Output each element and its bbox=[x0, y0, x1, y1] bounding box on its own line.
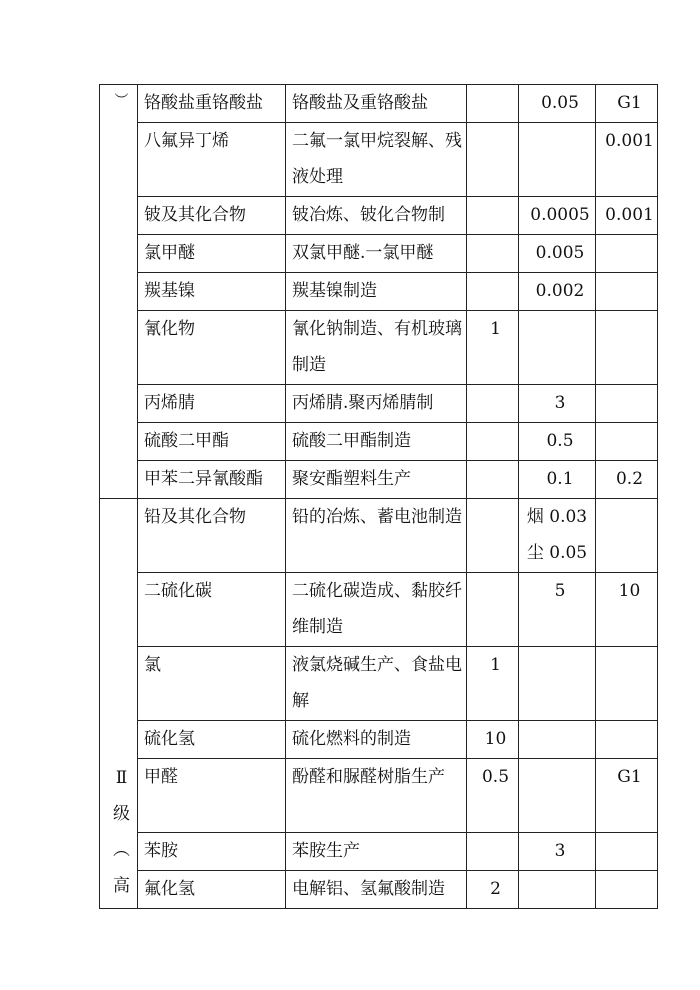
value-cell-4 bbox=[519, 123, 596, 197]
process-cell: 聚安酯塑料生产 bbox=[286, 461, 467, 499]
value-cell-3 bbox=[467, 573, 519, 647]
substance-cell: 铍及其化合物 bbox=[138, 197, 286, 235]
value-cell-3 bbox=[467, 833, 519, 871]
value-cell-3 bbox=[467, 123, 519, 197]
substance-cell: 硫化氢 bbox=[138, 721, 286, 759]
substance-cell: 二硫化碳 bbox=[138, 573, 286, 647]
process-cell: 苯胺生产 bbox=[286, 833, 467, 871]
substance-cell: 丙烯腈 bbox=[138, 385, 286, 423]
table-row bbox=[100, 721, 658, 759]
side-label-upper bbox=[100, 85, 138, 499]
value-cell-4 bbox=[519, 311, 596, 385]
value-cell-3 bbox=[467, 499, 519, 573]
value-cell-5 bbox=[596, 385, 658, 423]
value-cell-4: 0.05 bbox=[519, 85, 596, 123]
value-cell-5 bbox=[596, 311, 658, 385]
value-cell-4 bbox=[519, 871, 596, 909]
substance-cell: 氰化物 bbox=[138, 311, 286, 385]
process-cell: 二硫化碳造成、黏胶纤维制造 bbox=[286, 573, 467, 647]
value-cell-5: 0.001 bbox=[596, 123, 658, 197]
value-cell-5 bbox=[596, 273, 658, 311]
process-cell: 氰化钠制造、有机玻璃制造 bbox=[286, 311, 467, 385]
value-cell-3 bbox=[467, 197, 519, 235]
value-cell-5: 10 bbox=[596, 573, 658, 647]
value-cell-5: G1 bbox=[596, 759, 658, 833]
value-cell-3 bbox=[467, 461, 519, 499]
value-cell-4: 3 bbox=[519, 833, 596, 871]
process-cell: 铍冶炼、铍化合物制 bbox=[286, 197, 467, 235]
value-cell-5 bbox=[596, 871, 658, 909]
substance-cell: 苯胺 bbox=[138, 833, 286, 871]
side-label-grade: Ⅱ bbox=[115, 768, 128, 788]
value-cell-5: G1 bbox=[596, 85, 658, 123]
substance-cell: 甲苯二异氰酸酯 bbox=[138, 461, 286, 499]
side-label-top: ︶ bbox=[114, 93, 129, 109]
value-cell-3: 1 bbox=[467, 311, 519, 385]
process-cell: 羰基镍制造 bbox=[286, 273, 467, 311]
process-cell: 液氯烧碱生产、食盐电解 bbox=[286, 647, 467, 721]
table-row bbox=[100, 759, 658, 833]
table-row bbox=[100, 573, 658, 647]
value-cell-4: 0.0005 bbox=[519, 197, 596, 235]
process-cell: 铅的冶炼、蓄电池制造 bbox=[286, 499, 467, 573]
side-label-paren: ︵ bbox=[113, 840, 130, 860]
table-row bbox=[100, 385, 658, 423]
substance-cell: 八氟异丁烯 bbox=[138, 123, 286, 197]
side-label-lower bbox=[100, 499, 138, 909]
process-cell: 硫酸二甲酯制造 bbox=[286, 423, 467, 461]
value-cell-4: 0.002 bbox=[519, 273, 596, 311]
value-cell-4 bbox=[519, 759, 596, 833]
value-cell-3: 1 bbox=[467, 647, 519, 721]
substance-cell: 氟化氢 bbox=[138, 871, 286, 909]
value-cell-4: 0.5 bbox=[519, 423, 596, 461]
substance-cell: 铬酸盐重铬酸盐 bbox=[138, 85, 286, 123]
value-cell-5: 0.2 bbox=[596, 461, 658, 499]
value-cell-4: 3 bbox=[519, 385, 596, 423]
table-row bbox=[100, 461, 658, 499]
table-row bbox=[100, 85, 658, 123]
hazard-table bbox=[99, 84, 658, 909]
process-cell: 二氟一氯甲烷裂解、残液处理 bbox=[286, 123, 467, 197]
value-cell-3 bbox=[467, 235, 519, 273]
process-cell: 电解铝、氢氟酸制造 bbox=[286, 871, 467, 909]
process-cell: 双氯甲醚.一氯甲醚 bbox=[286, 235, 467, 273]
process-cell: 硫化燃料的制造 bbox=[286, 721, 467, 759]
table-row bbox=[100, 423, 658, 461]
value-cell-5 bbox=[596, 833, 658, 871]
value-cell-3: 0.5 bbox=[467, 759, 519, 833]
table-row bbox=[100, 833, 658, 871]
substance-cell: 铅及其化合物 bbox=[138, 499, 286, 573]
value-cell-3 bbox=[467, 85, 519, 123]
substance-cell: 氯 bbox=[138, 647, 286, 721]
process-cell: 酚醛和脲醛树脂生产 bbox=[286, 759, 467, 833]
table-row bbox=[100, 197, 658, 235]
value-cell-5 bbox=[596, 721, 658, 759]
value-cell-4: 0.1 bbox=[519, 461, 596, 499]
table-row bbox=[100, 311, 658, 385]
value-cell-4 bbox=[519, 647, 596, 721]
value-cell-4: 5 bbox=[519, 573, 596, 647]
table-row bbox=[100, 871, 658, 909]
value-cell-4 bbox=[519, 721, 596, 759]
value-cell-3 bbox=[467, 273, 519, 311]
value-cell-3 bbox=[467, 423, 519, 461]
process-cell: 铬酸盐及重铬酸盐 bbox=[286, 85, 467, 123]
substance-cell: 甲醛 bbox=[138, 759, 286, 833]
side-label-ji: 级 bbox=[113, 804, 130, 824]
value-cell-5 bbox=[596, 423, 658, 461]
value-cell-3: 2 bbox=[467, 871, 519, 909]
table-row bbox=[100, 123, 658, 197]
table-row bbox=[100, 647, 658, 721]
value-cell-5 bbox=[596, 647, 658, 721]
value-cell-4: 烟 0.03 尘 0.05 bbox=[519, 499, 596, 573]
value-cell-3: 10 bbox=[467, 721, 519, 759]
table-row bbox=[100, 499, 658, 573]
process-cell: 丙烯腈.聚丙烯腈制 bbox=[286, 385, 467, 423]
value-cell-5 bbox=[596, 235, 658, 273]
table-row bbox=[100, 273, 658, 311]
value-cell-5 bbox=[596, 499, 658, 573]
substance-cell: 氯甲醚 bbox=[138, 235, 286, 273]
substance-cell: 羰基镍 bbox=[138, 273, 286, 311]
table-row bbox=[100, 235, 658, 273]
substance-cell: 硫酸二甲酯 bbox=[138, 423, 286, 461]
value-cell-3 bbox=[467, 385, 519, 423]
value-cell-5: 0.001 bbox=[596, 197, 658, 235]
value-cell-4: 0.005 bbox=[519, 235, 596, 273]
side-label-gao: 高 bbox=[113, 876, 130, 896]
